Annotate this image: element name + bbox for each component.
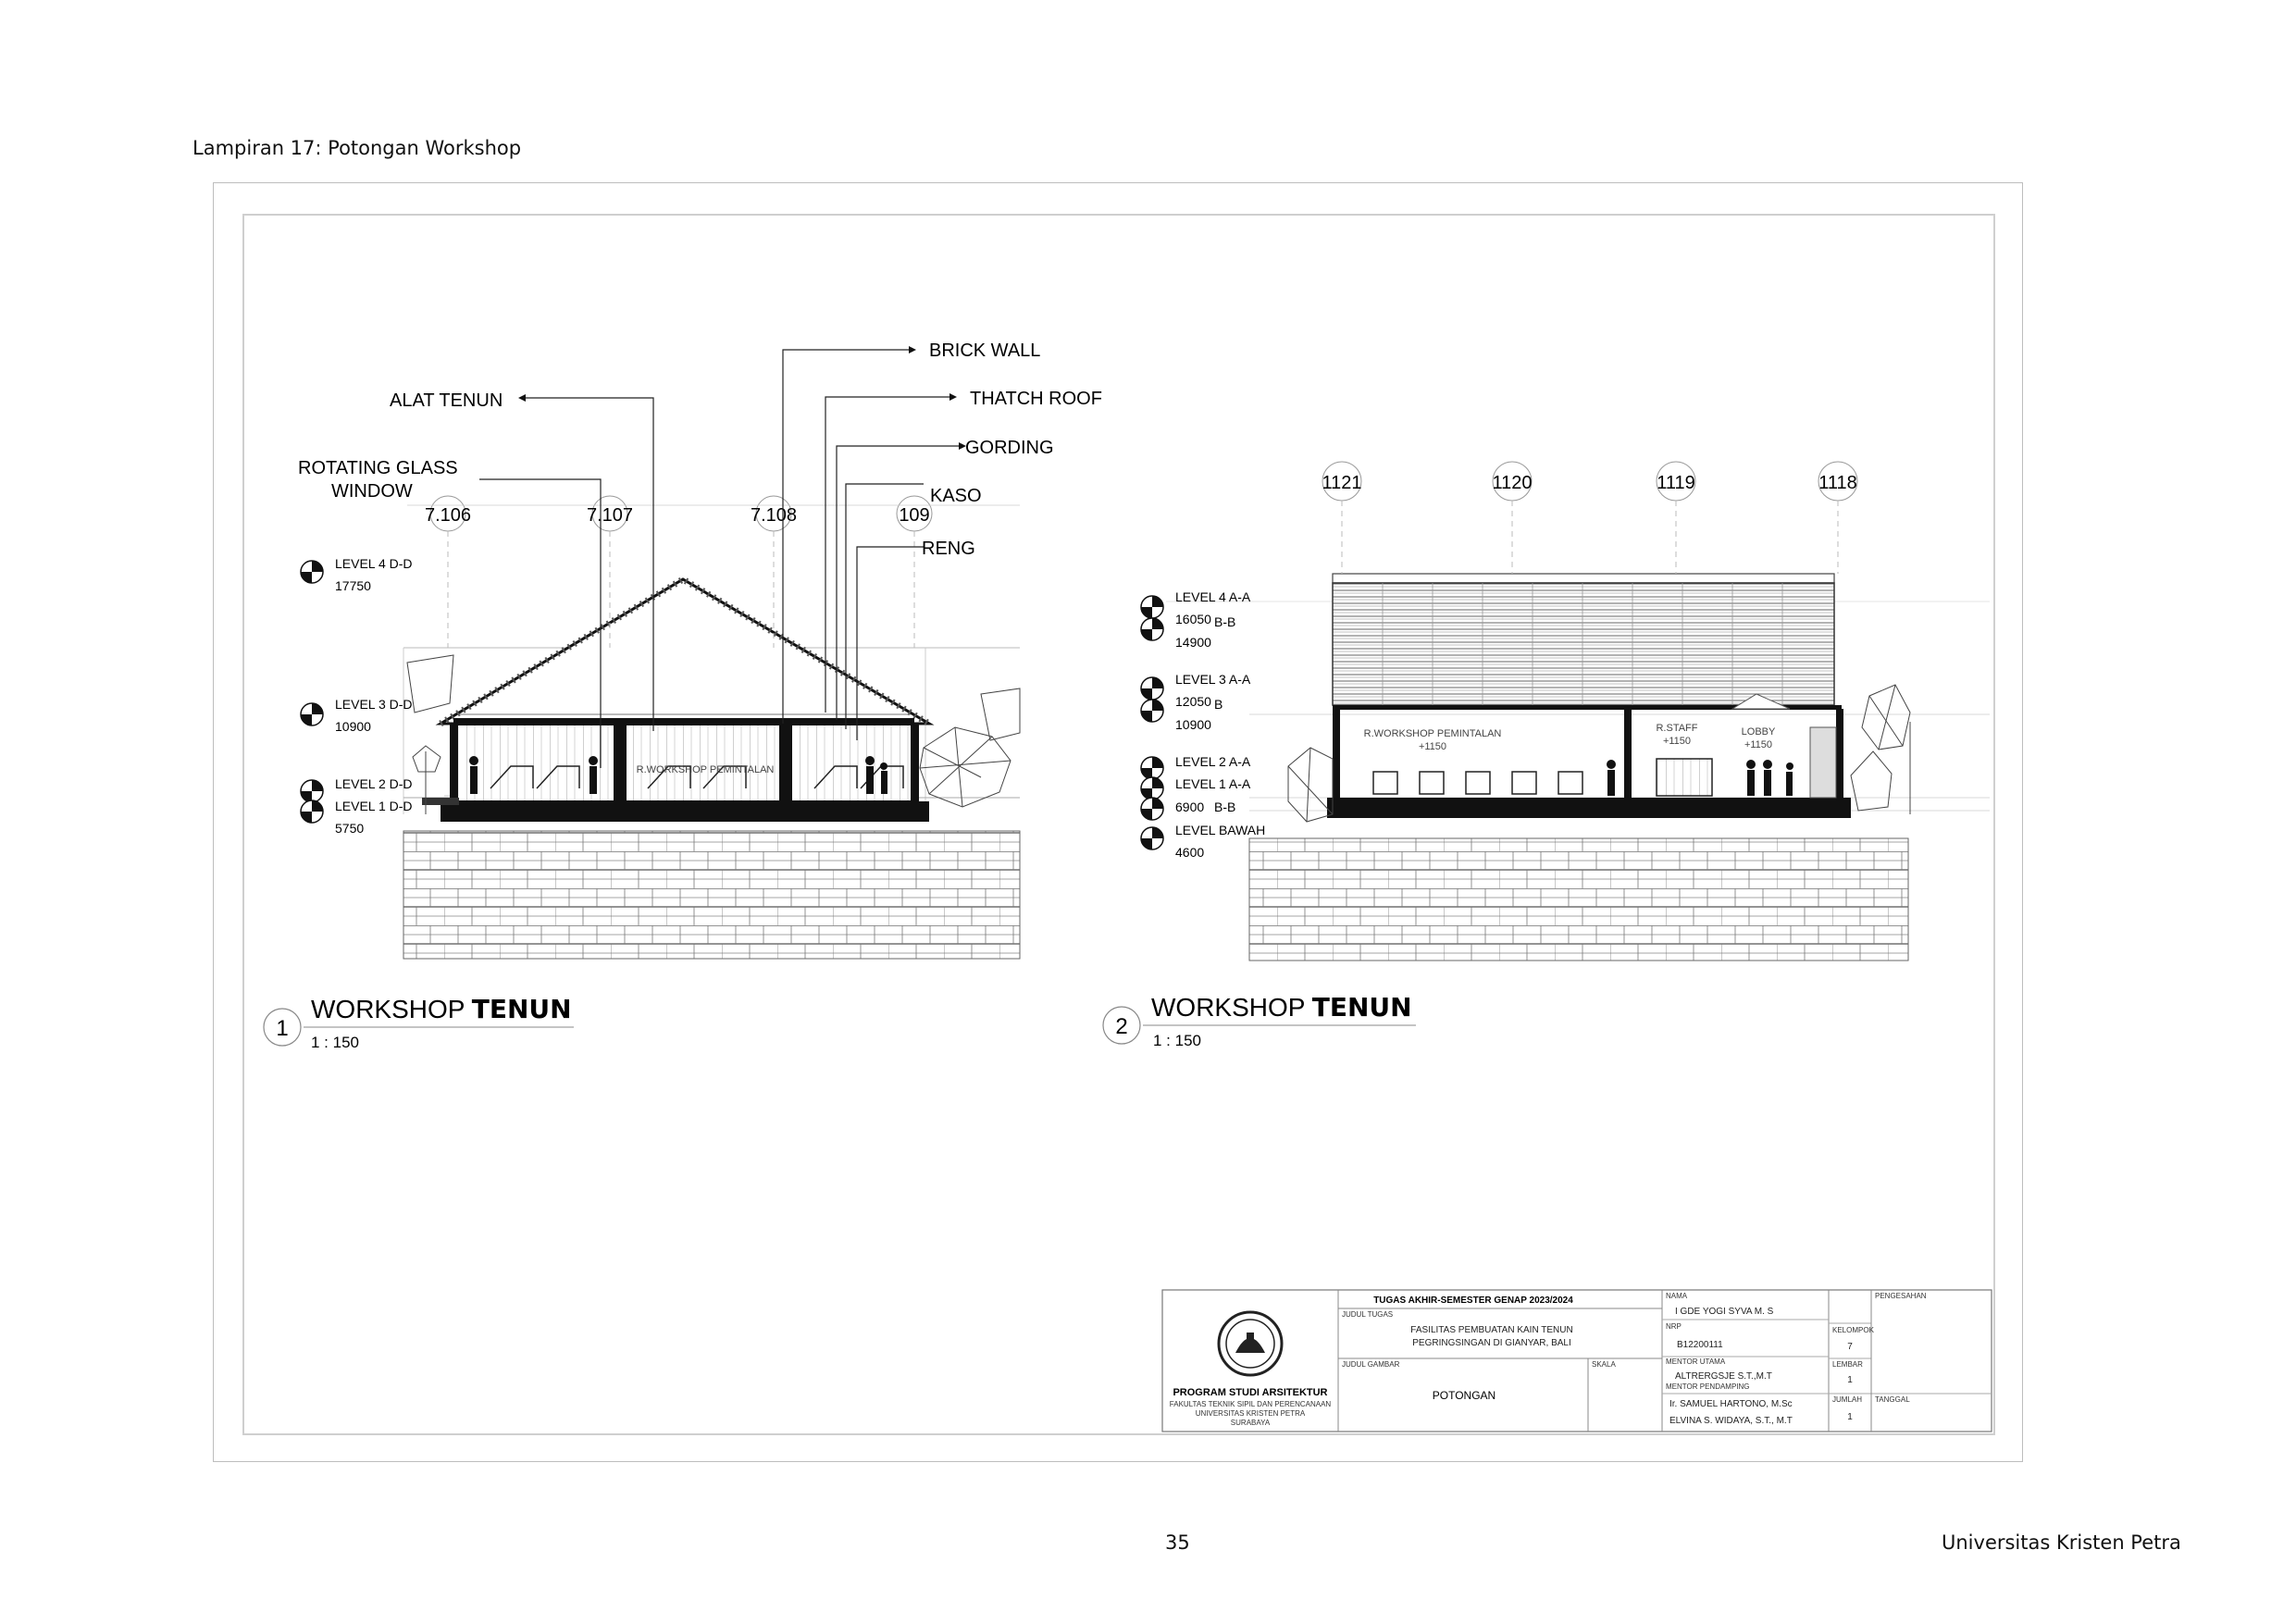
tb-city: SURABAYA — [1230, 1419, 1271, 1427]
level-marker-icon — [1141, 596, 1163, 640]
tb-nrp: B12200111 — [1677, 1340, 1723, 1350]
tb-label: MENTOR UTAMA — [1666, 1357, 1726, 1366]
level-name: LEVEL 1 A-A — [1175, 776, 1251, 791]
annotation-rotating-glass: ROTATING GLASS — [298, 458, 458, 478]
tb-label: SKALA — [1592, 1360, 1616, 1369]
room-label: R.STAFF — [1656, 723, 1698, 734]
section-2-level-markers — [1141, 589, 1265, 860]
level-name: LEVEL BAWAH — [1175, 823, 1266, 837]
tb-label: NAMA — [1666, 1292, 1688, 1300]
level-name: LEVEL 3 D-D — [335, 697, 413, 712]
tb-course: TUGAS AKHIR-SEMESTER GENAP 2023/2024 — [1373, 1295, 1573, 1306]
drawing-title: WORKSHOP — [311, 995, 472, 1023]
level-value: 17750 — [335, 578, 371, 593]
grid-label: 7.108 — [750, 505, 798, 526]
level-value: 14900 — [1175, 635, 1211, 650]
footer-institution: Universitas Kristen Petra — [1942, 1531, 2181, 1554]
annotation-window: WINDOW — [331, 481, 413, 502]
level-name: LEVEL 1 D-D — [335, 799, 413, 813]
drawing-scale: 1 : 150 — [311, 1034, 359, 1051]
level-value: 4600 — [1175, 845, 1205, 860]
grid-label: 1119 — [1657, 473, 1695, 493]
tb-judul-tugas: PEGRINGSINGAN DI GIANYAR, BALI — [1412, 1338, 1571, 1348]
tb-label: PENGESAHAN — [1875, 1292, 1927, 1300]
tb-judul-gambar: POTONGAN — [1432, 1389, 1496, 1402]
svg-text:WORKSHOP TENUN — [1151, 992, 1412, 1023]
grid-label: 1121 — [1322, 473, 1362, 493]
annotation-kaso: KASO — [930, 486, 982, 506]
drawing-number: 2 — [1115, 1014, 1128, 1039]
section-2-title — [1103, 992, 1416, 1049]
tb-label: LEMBAR — [1832, 1360, 1863, 1369]
level-name: LEVEL 2 D-D — [335, 776, 413, 791]
grid-label: 7.106 — [424, 505, 472, 526]
level-value: 16050 — [1175, 612, 1211, 626]
tb-jumlah: 1 — [1847, 1412, 1853, 1422]
tb-label: JUMLAH — [1832, 1395, 1863, 1404]
grid-label: 1118 — [1818, 473, 1857, 493]
tb-label: MENTOR PENDAMPING — [1666, 1382, 1750, 1391]
tb-label: TANGGAL — [1875, 1395, 1910, 1404]
room-elevation: +1150 — [1418, 741, 1447, 752]
grid-label: 7.107 — [586, 505, 634, 526]
level-marker-icon — [301, 703, 323, 725]
tb-mentor-utama: ALTRERGSJE S.T.,M.T — [1675, 1371, 1772, 1382]
annotation-thatch-roof: THATCH ROOF — [970, 389, 1102, 409]
level-extra: B — [1214, 697, 1223, 712]
level-value: 12050 — [1175, 694, 1211, 709]
tb-label: KELOMPOK — [1832, 1326, 1874, 1334]
tb-university: UNIVERSITAS KRISTEN PETRA — [1195, 1409, 1306, 1418]
tb-mentor-pendamping: ELVINA S. WIDAYA, S.T., M.T — [1669, 1416, 1793, 1426]
tb-label: NRP — [1666, 1322, 1682, 1331]
tb-faculty: FAKULTAS TEKNIK SIPIL DAN PERENCANAAN — [1169, 1400, 1332, 1408]
section-2-drawing — [1103, 462, 1990, 1049]
tb-nama: I GDE YOGI SYVA M. S — [1675, 1307, 1774, 1317]
drawing-scale: 1 : 150 — [1153, 1032, 1201, 1049]
tb-mentor-pendamping: Ir. SAMUEL HARTONO, M.Sc — [1669, 1399, 1793, 1409]
grid-label: 1120 — [1492, 473, 1533, 493]
level-name: LEVEL 2 A-A — [1175, 754, 1251, 769]
level-name: LEVEL 3 A-A — [1175, 672, 1251, 687]
level-extra: B-B — [1214, 614, 1236, 629]
grid-label: 109 — [899, 505, 930, 526]
level-marker-icon — [301, 780, 323, 823]
section-1-title — [264, 994, 574, 1051]
section-2-grid-bubbles — [1322, 462, 1857, 574]
section-2-room-labels — [1364, 723, 1776, 752]
level-name: LEVEL 4 A-A — [1175, 589, 1251, 604]
tb-lembar: 1 — [1847, 1375, 1853, 1385]
drawing-title: WORKSHOP — [1151, 993, 1312, 1022]
tb-label: JUDUL GAMBAR — [1342, 1360, 1400, 1369]
tb-judul-tugas: FASILITAS PEMBUATAN KAIN TENUN — [1410, 1325, 1573, 1335]
page-caption: Lampiran 17: Potongan Workshop — [192, 137, 522, 159]
room-elevation: +1150 — [1662, 736, 1692, 747]
room-elevation: +1150 — [1744, 739, 1773, 750]
room-label: LOBBY — [1741, 726, 1776, 738]
page-number: 35 — [1165, 1531, 1190, 1554]
drawing-title-bold: TENUN — [1311, 992, 1412, 1023]
tb-program: PROGRAM STUDI ARSITEKTUR — [1173, 1387, 1328, 1398]
level-value: 5750 — [335, 821, 365, 836]
level-extra: B-B — [1214, 800, 1236, 814]
title-block — [1162, 1290, 1992, 1432]
university-seal-logo — [1219, 1312, 1282, 1375]
annotation-gording: GORDING — [965, 438, 1054, 458]
room-label: R.WORKSHOP PEMINTALAN — [1363, 728, 1502, 739]
tb-kelompok: 7 — [1847, 1342, 1853, 1352]
annotation-alat-tenun: ALAT TENUN — [390, 391, 503, 411]
section-1-drawing — [264, 341, 1102, 1051]
tb-label: JUDUL TUGAS — [1342, 1310, 1394, 1319]
svg-text:WORKSHOP TENUN — [311, 994, 572, 1024]
annotation-reng: RENG — [922, 539, 975, 559]
room-label: R.WORKSHOP PEMINTALAN — [636, 764, 775, 775]
drawing-number: 1 — [276, 1016, 289, 1041]
level-name: LEVEL 4 D-D — [335, 556, 413, 571]
level-value: 6900 — [1175, 800, 1205, 814]
annotation-brick-wall: BRICK WALL — [929, 341, 1041, 361]
level-marker-icon — [1141, 757, 1163, 849]
level-value: 10900 — [335, 719, 371, 734]
drawing-title-bold: TENUN — [471, 994, 572, 1024]
section-1-level-markers — [301, 556, 413, 836]
level-marker-icon — [1141, 677, 1163, 722]
level-value: 10900 — [1175, 717, 1211, 732]
level-marker-icon — [301, 561, 323, 583]
